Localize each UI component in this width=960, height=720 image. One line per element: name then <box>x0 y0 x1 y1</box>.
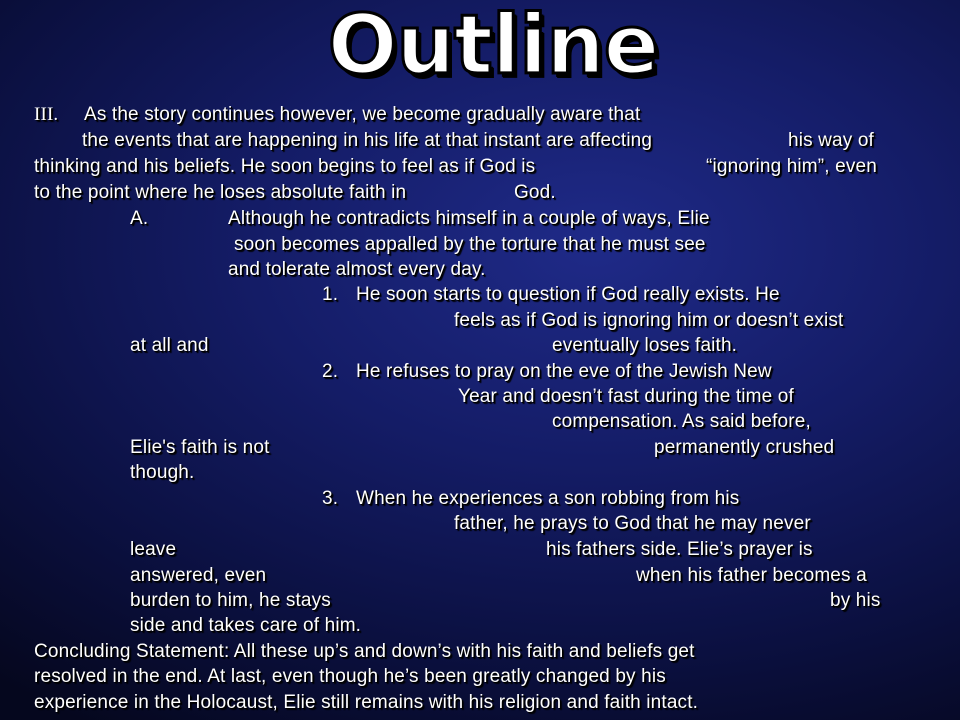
outline-line: by his <box>830 590 881 611</box>
outline-line: God. <box>514 182 556 203</box>
outline-line: compensation. As said before, <box>552 411 811 432</box>
outline-line: and tolerate almost every day. <box>228 259 486 280</box>
outline-line: When he experiences a son robbing from his <box>356 488 740 509</box>
outline-line: when his father becomes a <box>636 565 867 586</box>
outline-line: Although he contradicts himself in a couple of ways, Elie <box>228 208 710 229</box>
outline-line: to the point where he loses absolute faith in <box>34 182 407 203</box>
outline-line: soon becomes appalled by the torture that he must see <box>234 234 706 255</box>
outline-line: his fathers side. Elie’s prayer is <box>546 539 813 560</box>
outline-line: thinking and his beliefs. He soon begins to feel as if God is <box>34 156 536 177</box>
outline-line: permanently crushed <box>654 437 835 458</box>
outline-line: feels as if God is ignoring him or doesn’t exist <box>454 310 844 331</box>
concluding-statement: Concluding Statement: All these up’s and down’s with his faith and beliefs get <box>34 641 695 662</box>
outline-line: “ignoring him”, even <box>706 156 877 177</box>
outline-line: answered, even <box>130 565 267 586</box>
outline-line: Elie's faith is not <box>130 437 270 458</box>
outline-line: his way of <box>788 130 874 151</box>
outline-line: at all and <box>130 335 209 356</box>
outline-line: As the story continues however, we become gradually aware that <box>84 104 641 125</box>
slide-title: Outline <box>327 0 659 93</box>
item-marker: A. <box>130 208 149 229</box>
outline-line: side and takes care of him. <box>130 615 362 636</box>
item-marker: 1. <box>322 284 339 305</box>
outline-line: though. <box>130 462 195 483</box>
outline-line: the events that are happening in his life at that instant are affecting <box>82 130 653 151</box>
outline-line: burden to him, he stays <box>130 590 331 611</box>
outline-line: He refuses to pray on the eve of the Jewish New <box>356 361 772 382</box>
item-marker: 3. <box>322 488 339 509</box>
outline-line: Year and doesn’t fast during the time of <box>458 386 794 407</box>
outline-line: father, he prays to God that he may never <box>454 513 811 534</box>
outline-line: He soon starts to question if God really exists. He <box>356 284 780 305</box>
concluding-statement: experience in the Holocaust, Elie still remains with his religion and faith intact. <box>34 692 699 713</box>
section-number: III. <box>34 104 59 125</box>
concluding-statement: resolved in the end. At last, even though he’s been greatly changed by his <box>34 666 666 687</box>
item-marker: 2. <box>322 361 339 382</box>
outline-line: leave <box>130 539 177 560</box>
outline-line: eventually loses faith. <box>552 335 738 356</box>
